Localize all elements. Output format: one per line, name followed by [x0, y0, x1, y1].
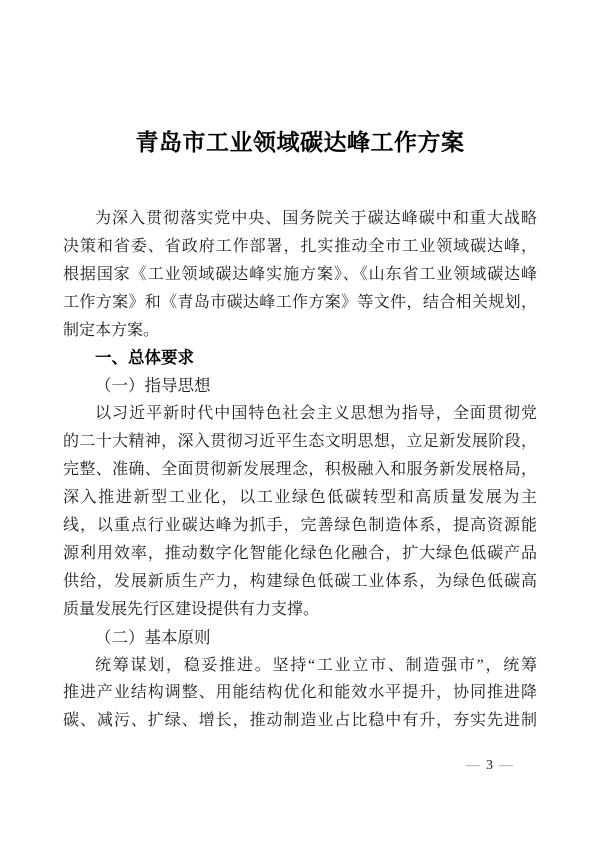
paragraph-line: 制定本方案。 [63, 321, 160, 339]
document-title: 青岛市工业领域碳达峰工作方案 [135, 130, 465, 155]
page-number [447, 756, 533, 776]
paragraph-line: 线，以重点行业碳达峰为抓手，完善绿色制造体系，提高资源能 [63, 516, 537, 534]
subsection-heading: （二）基本原则 [95, 627, 211, 647]
paragraph-line: 供给，发展新质生产力，构建绿色低碳工业体系，为绿色低碳高 [63, 572, 537, 590]
paragraph-line: 碳、减污、扩绿、增长，推动制造业占比稳中有升，夯实先进制 [63, 712, 537, 730]
paragraph-line: 决策和省委、省政府工作部署，扎实推动全市工业领域碳达峰， [63, 237, 537, 255]
paragraph-line: 质量发展先行区建设提供有力支撑。 [63, 600, 320, 618]
subsection-heading: （一）指导思想 [95, 376, 211, 396]
page-number-dash-right: — [499, 758, 514, 773]
document-body [63, 205, 537, 735]
paragraph-line: 深入推进新型工业化，以工业绿色低碳转型和高质量发展为主 [63, 489, 537, 507]
paragraph-line: 源利用效率，推动数字化智能化绿色化融合，扩大绿色低碳产品 [63, 544, 537, 562]
paragraph-line: 完整、准确、全面贯彻新发展理念，积极融入和服务新发展格局， [63, 461, 537, 479]
paragraph-line: 统筹谋划，稳妥推进。坚持“工业立市、制造强市”，统筹 [95, 656, 537, 674]
paragraph-line: 的二十大精神，深入贯彻习近平生态文明思想，立足新发展阶段， [63, 433, 537, 451]
paragraph-line: 根据国家《工业领域碳达峰实施方案》、《山东省工业领域碳达峰 [63, 265, 537, 283]
page-number-dash-left: — [466, 758, 481, 773]
paragraph-line: 推进产业结构调整、用能结构优化和能效水平提升，协同推进降 [63, 684, 537, 702]
page-number-value: 3 [486, 758, 494, 773]
section-heading: 一、总体要求 [95, 348, 194, 367]
paragraph-line: 以习近平新时代中国特色社会主义思想为指导，全面贯彻党 [95, 405, 537, 423]
paragraph-line: 为深入贯彻落实党中央、国务院关于碳达峰碳中和重大战略 [95, 210, 537, 227]
paragraph-line: 工作方案》和《青岛市碳达峰工作方案》等文件，结合相关规划， [63, 293, 537, 311]
